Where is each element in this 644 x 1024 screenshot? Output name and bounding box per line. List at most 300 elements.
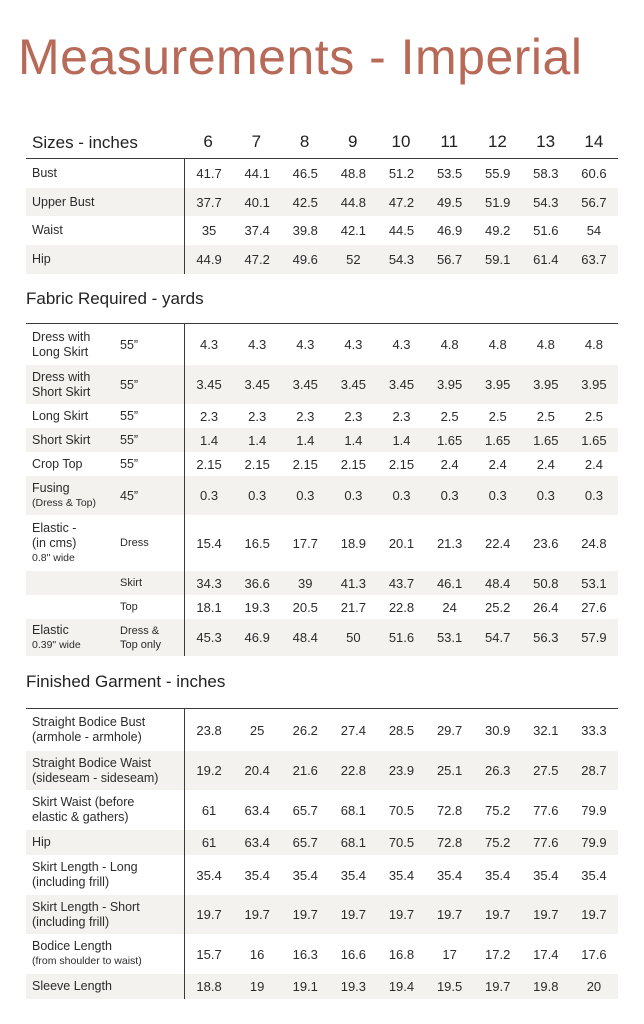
table-row xyxy=(26,245,618,274)
value-cell: 0.3 xyxy=(200,488,219,503)
size-header-cell: 8 xyxy=(299,132,310,151)
value-cell: 41.7 xyxy=(196,166,222,181)
value-cell: 53.1 xyxy=(436,630,463,645)
value-cell: 26.2 xyxy=(292,722,318,738)
value-cell: 19.1 xyxy=(292,979,318,994)
value-cell: 63.4 xyxy=(244,835,270,850)
value-cell: 2.4 xyxy=(584,456,603,472)
row-label-line: Bodice Length xyxy=(32,939,112,953)
value-cell: 2.4 xyxy=(488,456,507,472)
table-row xyxy=(26,216,618,245)
value-cell: 20.4 xyxy=(244,763,270,778)
row-label xyxy=(26,835,184,850)
table-row xyxy=(26,365,618,404)
value-cell: 1.4 xyxy=(200,432,219,448)
table-row xyxy=(26,751,618,790)
table-row xyxy=(26,476,618,515)
value-cell: 32.1 xyxy=(533,722,559,738)
row-sublabel xyxy=(120,433,184,447)
value-cell: 2.5 xyxy=(488,408,507,424)
value-cell: 0.3 xyxy=(488,488,507,503)
value-cell: 20.5 xyxy=(292,599,318,615)
value-cell: 20.1 xyxy=(388,535,415,551)
value-cell: 65.7 xyxy=(292,802,318,818)
table-row xyxy=(26,515,618,571)
row-values xyxy=(184,188,618,216)
value-cell: 50.8 xyxy=(533,575,559,591)
table-row xyxy=(26,709,618,751)
row-label xyxy=(26,715,184,745)
row-label-line: Elastic xyxy=(32,622,69,637)
row-label-line: Short Skirt xyxy=(32,384,91,399)
value-cell: 52 xyxy=(346,252,361,267)
value-cell: 75.2 xyxy=(485,802,511,818)
row-values xyxy=(184,452,618,476)
value-cell: 60.6 xyxy=(581,166,607,181)
value-cell: 26.3 xyxy=(485,763,511,778)
value-cell: 17.2 xyxy=(485,946,511,962)
row-label xyxy=(26,370,120,400)
value-cell: 16.8 xyxy=(388,946,415,962)
row-label xyxy=(26,623,120,653)
value-cell: 19.7 xyxy=(581,907,607,922)
table-row xyxy=(26,324,618,365)
value-cell: 19.3 xyxy=(244,599,270,615)
row-label xyxy=(26,756,184,786)
row-values xyxy=(184,830,618,855)
row-values xyxy=(184,855,618,895)
row-values xyxy=(184,619,618,656)
table-row xyxy=(26,452,618,476)
value-cell: 19.7 xyxy=(340,907,367,922)
row-label xyxy=(26,900,184,930)
size-header-cell: 13 xyxy=(536,132,556,151)
value-cell: 58.3 xyxy=(533,166,559,181)
row-label: Bust xyxy=(32,166,58,180)
row-label xyxy=(26,979,184,994)
row-label xyxy=(26,433,120,448)
row-label: Waist xyxy=(32,223,63,237)
value-cell: 0.3 xyxy=(440,488,459,503)
value-cell: 1.65 xyxy=(436,432,463,448)
value-cell: 57.9 xyxy=(581,630,607,645)
value-cell: 17.7 xyxy=(292,535,318,551)
value-cell: 54 xyxy=(586,223,602,238)
value-cell: 28.5 xyxy=(388,722,415,738)
row-label xyxy=(26,795,184,825)
value-cell: 2.3 xyxy=(392,408,411,424)
value-cell: 19.5 xyxy=(436,979,463,994)
value-cell: 2.5 xyxy=(440,408,459,424)
row-label-line: (including frill) xyxy=(32,914,110,929)
row-values xyxy=(184,428,618,452)
value-cell: 19.7 xyxy=(485,979,511,994)
row-sublabel xyxy=(120,600,184,614)
row-values xyxy=(184,476,618,515)
value-cell: 59.1 xyxy=(485,252,511,267)
value-cell: 44.9 xyxy=(196,252,222,267)
row-values xyxy=(184,404,618,428)
row-sublabel-line: 45” xyxy=(120,488,139,503)
value-cell: 61 xyxy=(201,802,217,818)
value-cell: 0.3 xyxy=(296,488,315,503)
value-cell: 24.8 xyxy=(581,535,607,551)
value-cell: 22.4 xyxy=(485,535,511,551)
value-cell: 65.7 xyxy=(292,835,318,850)
row-label-line: Sleeve Length xyxy=(32,979,112,993)
row-label-line: Straight Bodice Waist xyxy=(32,755,152,770)
value-cell: 43.7 xyxy=(388,575,415,591)
body-measurements-section xyxy=(26,126,618,274)
row-label-line: 0.39" wide xyxy=(32,638,81,651)
value-cell: 63.7 xyxy=(581,252,607,267)
row-sublabel-line: 55” xyxy=(120,433,139,447)
value-cell: 44.1 xyxy=(244,166,270,181)
value-cell: 77.6 xyxy=(533,802,559,818)
value-cell: 3.45 xyxy=(388,377,415,392)
value-cell: 39 xyxy=(298,575,313,591)
size-header-cell: 9 xyxy=(348,132,358,151)
row-values xyxy=(184,595,618,619)
row-label-line: (in cms) xyxy=(32,535,77,550)
row-values xyxy=(184,751,618,790)
table-row xyxy=(26,830,618,855)
value-cell: 37.4 xyxy=(244,223,270,238)
row-sublabel-line: Dress & xyxy=(120,624,160,637)
row-values xyxy=(184,159,618,188)
value-cell: 4.3 xyxy=(200,337,219,352)
value-cell: 24 xyxy=(442,599,457,615)
value-cell: 34.3 xyxy=(196,575,222,591)
row-sublabel-line: Skirt xyxy=(120,577,142,589)
value-cell: 35.4 xyxy=(196,867,222,883)
value-cell: 3.95 xyxy=(485,377,511,392)
value-cell: 35.4 xyxy=(244,867,270,883)
row-sublabel xyxy=(120,378,184,392)
value-cell: 0.3 xyxy=(584,488,603,503)
table-row xyxy=(26,619,618,656)
row-label-line: Dress with xyxy=(32,329,91,344)
value-cell: 75.2 xyxy=(485,835,511,850)
row-values xyxy=(184,709,618,751)
value-cell: 4.8 xyxy=(440,337,459,352)
value-cell: 47.2 xyxy=(388,194,415,210)
value-cell: 2.15 xyxy=(244,456,270,472)
value-cell: 77.6 xyxy=(533,835,559,850)
row-label-line: Hip xyxy=(32,835,51,849)
value-cell: 49.6 xyxy=(292,252,318,267)
value-cell: 2.4 xyxy=(440,456,459,472)
value-cell: 35.4 xyxy=(388,867,415,883)
value-cell: 29.7 xyxy=(436,722,463,738)
value-cell: 18.1 xyxy=(196,599,222,615)
value-cell: 4.8 xyxy=(536,337,555,352)
value-cell: 2.3 xyxy=(248,408,267,424)
value-cell: 2.3 xyxy=(296,408,315,424)
table-row xyxy=(26,855,618,895)
table-row xyxy=(26,571,618,595)
value-cell: 0.3 xyxy=(392,488,411,503)
row-label-line: 0.8" wide xyxy=(32,551,75,564)
value-cell: 4.3 xyxy=(296,337,315,352)
row-sublabel-line: 55” xyxy=(120,337,139,352)
value-cell: 79.9 xyxy=(581,802,607,818)
value-cell: 45.3 xyxy=(196,630,222,645)
value-cell: 19.8 xyxy=(533,979,559,994)
row-sublabel xyxy=(120,489,184,503)
value-cell: 21.7 xyxy=(340,599,367,615)
value-cell: 51.6 xyxy=(533,223,559,238)
table-row xyxy=(26,895,618,934)
value-cell: 21.3 xyxy=(436,535,463,551)
row-values xyxy=(184,790,618,830)
size-header-cell: 11 xyxy=(440,132,459,151)
value-cell: 61.4 xyxy=(533,252,559,267)
row-label-line: (armhole - armhole) xyxy=(32,730,142,744)
value-cell: 51.6 xyxy=(388,630,415,645)
value-cell: 2.3 xyxy=(200,408,219,424)
value-cell: 16.3 xyxy=(292,946,318,962)
table-row xyxy=(26,974,618,999)
row-label-line: Long Skirt xyxy=(32,408,89,423)
row-values xyxy=(184,245,618,274)
value-cell: 4.3 xyxy=(344,337,363,352)
row-values xyxy=(184,974,618,999)
value-cell: 53.1 xyxy=(581,575,607,591)
value-cell: 20 xyxy=(586,979,602,994)
value-cell: 56.7 xyxy=(581,194,607,210)
row-label-line: Long Skirt xyxy=(32,344,89,359)
value-cell: 68.1 xyxy=(340,835,367,850)
value-cell: 23.8 xyxy=(196,722,222,738)
row-label xyxy=(26,939,184,969)
row-values xyxy=(184,365,618,404)
value-cell: 27.5 xyxy=(533,763,559,778)
value-cell: 70.5 xyxy=(388,835,415,850)
row-label xyxy=(26,409,120,424)
value-cell: 19.2 xyxy=(196,763,222,778)
value-cell: 19 xyxy=(249,979,265,994)
value-cell: 44.5 xyxy=(388,223,415,238)
value-cell: 26.4 xyxy=(533,599,559,615)
row-sublabel xyxy=(120,457,184,471)
value-cell: 68.1 xyxy=(340,802,367,818)
value-cell: 42.1 xyxy=(340,223,367,238)
size-header-cell: 14 xyxy=(584,132,604,151)
row-label-line: Skirt Length - Long xyxy=(32,860,138,874)
value-cell: 27.4 xyxy=(340,722,367,738)
value-cell: 19.7 xyxy=(485,907,511,922)
row-sublabel xyxy=(120,409,184,423)
value-cell: 54.3 xyxy=(533,194,559,210)
value-cell: 3.45 xyxy=(292,377,318,392)
row-label-line: Dress with xyxy=(32,369,91,384)
value-cell: 47.2 xyxy=(244,252,270,267)
row-values xyxy=(184,324,618,365)
value-cell: 3.95 xyxy=(436,377,463,392)
value-cell: 2.15 xyxy=(292,456,318,472)
value-cell: 51.9 xyxy=(485,194,511,210)
size-header-cell: 6 xyxy=(203,132,213,151)
value-cell: 35 xyxy=(201,223,217,238)
row-label-line: Skirt Waist (before xyxy=(32,795,135,809)
row-label-line: elastic & gathers) xyxy=(32,810,129,824)
table-row xyxy=(26,188,618,216)
row-label-line: (Dress & Top) xyxy=(32,496,96,509)
row-sublabel xyxy=(120,624,184,652)
row-values xyxy=(184,571,618,595)
value-cell: 54.7 xyxy=(485,630,511,645)
value-cell: 3.45 xyxy=(196,377,222,392)
size-header-cell: 7 xyxy=(251,132,262,151)
value-cell: 19.7 xyxy=(196,907,222,922)
table-row xyxy=(26,934,618,974)
value-cell: 48.4 xyxy=(485,575,511,591)
value-cell: 46.9 xyxy=(436,223,463,238)
row-label: Upper Bust xyxy=(32,194,95,209)
row-sublabel xyxy=(120,536,184,550)
value-cell: 35.4 xyxy=(340,867,367,883)
value-cell: 49.2 xyxy=(485,223,511,238)
value-cell: 2.3 xyxy=(344,408,363,424)
value-cell: 56.7 xyxy=(436,252,463,267)
value-cell: 25.1 xyxy=(436,763,463,778)
value-cell: 56.3 xyxy=(533,630,559,645)
row-sublabel-line: Top xyxy=(120,601,138,613)
value-cell: 70.5 xyxy=(388,802,415,818)
value-cell: 1.4 xyxy=(392,432,411,448)
table-row xyxy=(26,790,618,830)
value-cell: 63.4 xyxy=(244,802,270,818)
value-cell: 21.6 xyxy=(292,763,318,778)
value-cell: 25 xyxy=(249,722,265,738)
row-label-line: Short Skirt xyxy=(32,432,91,447)
value-cell: 35.4 xyxy=(292,867,318,883)
value-cell: 48.8 xyxy=(340,166,367,181)
value-cell: 4.3 xyxy=(392,337,411,352)
row-sublabel-line: Top only xyxy=(120,638,161,651)
value-cell: 16 xyxy=(249,946,265,962)
row-label-line: (from shoulder to waist) xyxy=(32,955,142,967)
row-sublabel-line: Dress xyxy=(120,537,149,549)
row-label-line: Fusing xyxy=(32,480,70,495)
row-values xyxy=(184,515,618,571)
value-cell: 2.15 xyxy=(388,456,415,472)
value-cell: 23.6 xyxy=(533,535,559,551)
value-cell: 19.7 xyxy=(533,907,559,922)
value-cell: 2.5 xyxy=(536,408,555,424)
value-cell: 2.15 xyxy=(196,456,222,472)
row-label xyxy=(26,860,184,890)
value-cell: 1.65 xyxy=(581,432,607,448)
sizes-label: Sizes - inches xyxy=(32,132,138,152)
row-label: Hip xyxy=(32,252,51,266)
table-row xyxy=(26,159,618,188)
row-label xyxy=(26,481,120,511)
finished-section xyxy=(26,672,618,999)
value-cell: 44.8 xyxy=(340,194,367,210)
value-cell: 4.8 xyxy=(584,337,603,352)
value-cell: 55.9 xyxy=(485,166,511,181)
value-cell: 37.7 xyxy=(196,194,222,210)
value-cell: 4.8 xyxy=(488,337,507,352)
value-cell: 16.6 xyxy=(340,946,367,962)
row-sublabel-line: 55” xyxy=(120,457,139,471)
value-cell: 1.65 xyxy=(485,432,511,448)
value-cell: 35.4 xyxy=(485,867,511,883)
value-cell: 35.4 xyxy=(581,867,607,883)
value-cell: 61 xyxy=(201,835,217,850)
row-label-line: Straight Bodice Bust xyxy=(32,715,146,729)
value-cell: 79.9 xyxy=(581,835,607,850)
size-header-cell: 12 xyxy=(487,132,507,151)
row-sublabel-line: 55” xyxy=(120,377,139,392)
value-cell: 72.8 xyxy=(436,835,463,850)
row-sublabel xyxy=(120,338,184,352)
value-cell: 36.6 xyxy=(244,575,270,591)
value-cell: 19.7 xyxy=(388,907,415,922)
value-cell: 4.3 xyxy=(248,337,267,352)
value-cell: 30.9 xyxy=(485,722,511,738)
row-sublabel xyxy=(120,576,184,590)
value-cell: 2.5 xyxy=(584,408,603,424)
fabric-section xyxy=(26,289,618,656)
value-cell: 23.9 xyxy=(388,763,415,778)
value-cell: 46.9 xyxy=(244,630,270,645)
value-cell: 39.8 xyxy=(292,223,318,238)
table-row xyxy=(26,404,618,428)
value-cell: 27.6 xyxy=(581,599,607,615)
row-label xyxy=(26,521,120,566)
value-cell: 19.7 xyxy=(244,907,270,922)
value-cell: 72.8 xyxy=(436,802,463,818)
value-cell: 41.3 xyxy=(340,575,367,591)
table-row xyxy=(26,428,618,452)
sizes-values xyxy=(184,126,618,158)
value-cell: 53.5 xyxy=(436,166,463,181)
value-cell: 19.4 xyxy=(388,979,415,994)
value-cell: 0.3 xyxy=(536,488,555,503)
value-cell: 0.3 xyxy=(344,488,363,503)
value-cell: 54.3 xyxy=(388,252,415,267)
value-cell: 1.4 xyxy=(344,432,363,448)
value-cell: 51.2 xyxy=(388,166,415,181)
value-cell: 18.9 xyxy=(340,535,367,551)
row-label xyxy=(26,457,120,472)
value-cell: 22.8 xyxy=(388,599,415,615)
value-cell: 49.5 xyxy=(436,194,463,210)
value-cell: 16.5 xyxy=(244,535,270,551)
value-cell: 19.3 xyxy=(340,979,367,994)
value-cell: 17.4 xyxy=(533,946,559,962)
value-cell: 25.2 xyxy=(485,599,511,615)
value-cell: 1.4 xyxy=(248,432,267,448)
value-cell: 18.8 xyxy=(196,979,222,994)
value-cell: 3.45 xyxy=(244,377,270,392)
value-cell: 3.95 xyxy=(533,377,559,392)
table-row xyxy=(26,595,618,619)
row-values xyxy=(184,895,618,934)
value-cell: 22.8 xyxy=(340,763,367,778)
value-cell: 46.5 xyxy=(292,166,318,181)
value-cell: 35.4 xyxy=(436,867,463,883)
fabric-title: Fabric Required - yards xyxy=(26,289,204,308)
value-cell: 28.7 xyxy=(581,763,607,778)
value-cell: 0.3 xyxy=(248,488,267,503)
value-cell: 40.1 xyxy=(244,194,270,210)
finished-title: Finished Garment - inches xyxy=(26,672,226,691)
value-cell: 17.6 xyxy=(581,946,607,962)
